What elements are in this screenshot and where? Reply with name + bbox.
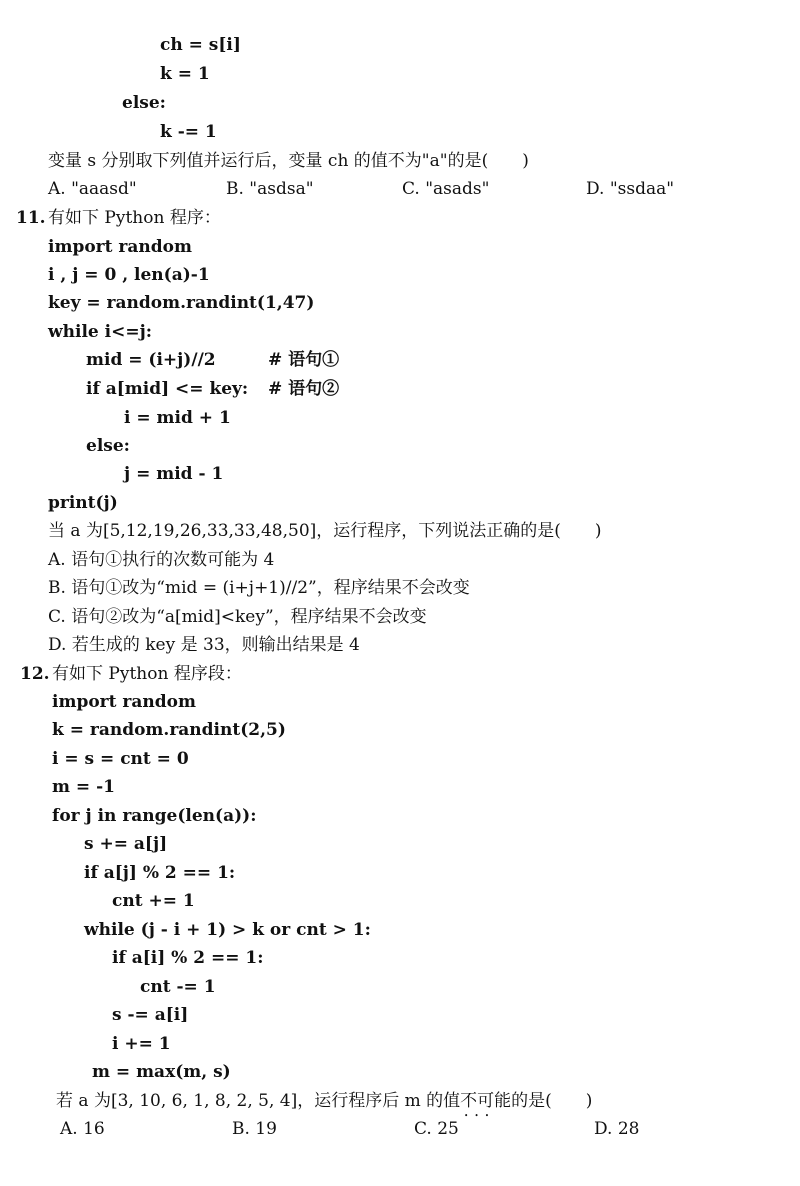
code-line: while (j - i + 1) > k or cnt > 1:	[84, 920, 371, 940]
option-c: C. 语句②改为“a[mid]<key”，程序结果不会改变	[48, 607, 427, 627]
code-line: cnt -= 1	[140, 977, 216, 997]
code-line: k = random.randint(2,5)	[52, 720, 286, 740]
stem-text: 若 a 为[3, 10, 6, 1, 8, 2, 5, 4]，运行程序后 m 的值	[56, 1091, 461, 1111]
code-line: k -= 1	[160, 122, 217, 142]
code-line: import random	[48, 237, 192, 257]
option-b: B. "asdsa"	[226, 179, 314, 199]
code-line: if a[i] % 2 == 1:	[112, 948, 264, 968]
question-stem	[56, 1090, 592, 1112]
code-line: cnt += 1	[112, 891, 195, 911]
code-comment: # 语句②	[268, 379, 340, 399]
option-d: D. 若生成的 key 是 33，则输出结果是 4	[48, 635, 360, 655]
code-line: key = random.randint(1,47)	[48, 293, 315, 313]
code-line: ch = s[i]	[160, 35, 241, 55]
code-line: mid = (i+j)//2	[86, 350, 216, 370]
code-line: else:	[122, 93, 166, 113]
code-line: s -= a[i]	[112, 1005, 189, 1025]
question-title: 有如下 Python 程序段：	[52, 664, 242, 684]
code-line: i += 1	[112, 1034, 171, 1054]
code-line: s += a[j]	[84, 834, 168, 854]
code-line: print(j)	[48, 493, 118, 513]
option-b: B. 19	[232, 1119, 277, 1139]
option-a: A. "aaasd"	[48, 179, 137, 199]
option-d: D. 28	[594, 1119, 640, 1139]
option-d: D. "ssdaa"	[586, 179, 675, 199]
code-comment: # 语句①	[268, 350, 340, 370]
code-line: while i<=j:	[48, 322, 153, 342]
code-line: for j in range(len(a)):	[52, 806, 257, 826]
option-a: A. 语句①执行的次数可能为 4	[48, 550, 275, 570]
code-line: else:	[86, 436, 130, 456]
question-title: 有如下 Python 程序：	[48, 208, 221, 228]
code-line: if a[j] % 2 == 1:	[84, 863, 236, 883]
stem-text: 的是( )	[511, 1091, 593, 1111]
question-number: 11.	[16, 208, 46, 228]
code-line: if a[mid] <= key:	[86, 379, 249, 399]
code-line: import random	[52, 692, 196, 712]
option-a: A. 16	[60, 1119, 105, 1139]
question-stem: 变量 s 分别取下列值并运行后，变量 ch 的值不为"a"的是( )	[48, 151, 529, 171]
code-line: i = mid + 1	[124, 408, 231, 428]
option-c: C. "asads"	[402, 179, 490, 199]
option-b: B. 语句①改为“mid = (i+j+1)//2”，程序结果不会改变	[48, 578, 470, 598]
code-line: i = s = cnt = 0	[52, 749, 189, 769]
emphasis-text: 不可能 • • •	[460, 1090, 511, 1112]
question-number: 12.	[20, 664, 50, 684]
code-line: k = 1	[160, 64, 210, 84]
code-line: i , j = 0 , len(a)-1	[48, 265, 210, 285]
question-stem: 当 a 为[5,12,19,26,33,33,48,50]，运行程序，下列说法正确的是( )	[48, 521, 602, 541]
code-line: m = -1	[52, 777, 115, 797]
option-c: C. 25	[414, 1119, 459, 1139]
code-line: j = mid - 1	[124, 464, 224, 484]
code-line: m = max(m, s)	[92, 1062, 231, 1082]
